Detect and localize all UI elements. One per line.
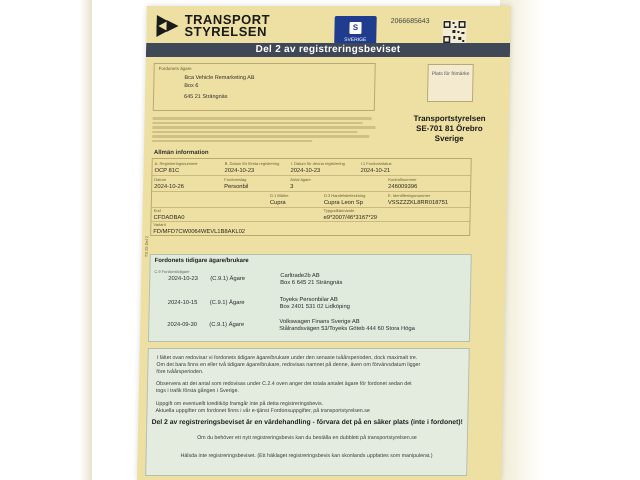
owner-section-label: Fordonets ägare bbox=[158, 66, 192, 71]
owner-postal: 645 21 Strängnäs bbox=[183, 94, 228, 100]
info-cell: Kontrollnummer 246009396 bbox=[388, 177, 418, 190]
org-name-line1: TRANSPORT bbox=[184, 12, 271, 27]
transport-logo-icon bbox=[156, 15, 178, 37]
address-line3: Sverige bbox=[434, 134, 464, 143]
legal-fine-print bbox=[152, 117, 381, 144]
general-section-label: Allmän information bbox=[153, 150, 209, 156]
info-text: Uppgift om eventuellt kreditköp framgår inte på detta registreringsbevis. bbox=[155, 401, 324, 407]
stamp-area: Plats för frimärke bbox=[427, 64, 474, 102]
owner-section bbox=[153, 63, 376, 111]
owner-box: Box 6 bbox=[184, 83, 199, 89]
document-title: Del 2 av registreringsbeviset bbox=[146, 43, 510, 57]
info-text: Observera att det antal som redovisas under C.2.4 oven anger det totala antalet ägare för fordonet sedan det bbox=[155, 381, 412, 387]
info-cell: Typgodkännande e9*2007/46*3167*29 bbox=[323, 208, 378, 221]
info-text: Om det bara finns en eller två tidigare ägare/brukare, redovisas namnet på denne, även om förvärvsdatum ligger bbox=[156, 362, 421, 368]
info-cell: E. Identifieringsnummer VSSZZZKL8RR018751 bbox=[387, 193, 449, 206]
info-cell: Fordonsslag Personbil bbox=[224, 177, 249, 190]
previous-owners-section: Fordonets tidigare ägare/brukare C.9 Fordonstidigare 2024-10-23 (C.9.1) Ägare Carltrade2b AB Box 6 645 21 Strängnäs 2024-10-15 (C.9.1) Ägare Toyeks Personbilar AB Box 2401 531 02 Lidköping 2024-09-30 (C.9.1) Ägare Volkswagen Finans Sverige AB Stålrandsvägen 53/Toyeks Göteb 444 60 Stora Höga bbox=[148, 254, 472, 342]
address-line1: Transportstyrelsen bbox=[413, 114, 486, 123]
eu-country-name: SVERIGE bbox=[344, 37, 367, 43]
info-cell: D.3 Handelsbeteckning Cupra Leon Sp bbox=[323, 193, 366, 206]
return-address bbox=[396, 114, 503, 144]
info-cell: I. Datum för denna registrering 2024-10-23 bbox=[290, 161, 345, 174]
registration-document bbox=[137, 6, 511, 480]
general-info-grid bbox=[150, 158, 472, 236]
info-text: Om du behöver ett nytt registreringsbevis kan du beställa en dubblett på transportstyrelsen.se bbox=[197, 435, 417, 441]
info-cell: I.1 Fordonsstatus 2024-10-21 bbox=[360, 161, 392, 174]
background-left bbox=[0, 0, 92, 480]
info-cell: Antal ägare 3 bbox=[290, 177, 311, 190]
info-cell: A. Registreringsnummer OCP 81C bbox=[154, 161, 198, 174]
form-code: TS 25 Del 2 bbox=[143, 236, 150, 258]
owner-name: Bca Vehicle Remarketing AB bbox=[184, 75, 255, 81]
info-cell: Datum 2024-10-26 bbox=[154, 177, 184, 190]
information-section bbox=[145, 348, 470, 476]
info-cell: D.1 Märke Cupra bbox=[269, 193, 289, 206]
previous-owners-label: Fordonets tidigare ägare/brukare bbox=[154, 258, 249, 264]
background-right bbox=[500, 0, 640, 480]
org-name-line2: STYRELSEN bbox=[184, 24, 268, 39]
eu-flag bbox=[334, 16, 377, 44]
qr-code-icon bbox=[442, 20, 467, 44]
info-text: I fältet ovan redovisar vi fordonets tidigare ägare/brukare under den senaste tvåårsperioden, dock maximalt tre. bbox=[156, 355, 418, 361]
info-cell: B. Datum för första registrering 2024-10-23 bbox=[224, 161, 280, 174]
info-cell: Kod CFDADBA0 bbox=[153, 208, 185, 221]
transportstyrelsen-logo bbox=[156, 14, 270, 38]
address-line2: SE-701 81 Örebro bbox=[415, 124, 483, 133]
info-cell: Variant FD/MFD7CW0064WEVL1B8AKL02 bbox=[153, 222, 246, 235]
document-number: 2066685643 bbox=[390, 18, 430, 25]
info-text: före tvåårsperioden. bbox=[156, 369, 204, 375]
eu-country-letter: S bbox=[349, 22, 361, 34]
info-text: Hälsda inte registreringsbeviset. (Ett häklaget registreringsbevis kan skonlands uppfattes som manipulerat.) bbox=[180, 453, 433, 459]
info-text: Aktuella uppgifter om fordonet finns i vår e-tjänst Fordonsuppgifter, på transportstyrelsen.se bbox=[155, 408, 370, 414]
warning-text: Del 2 av registreringsbeviset är en värdehandling - förvara det på en säker plats (inte i fordonet)! bbox=[151, 419, 463, 426]
info-text: togs i trafik första gången i Sverige. bbox=[155, 388, 239, 394]
